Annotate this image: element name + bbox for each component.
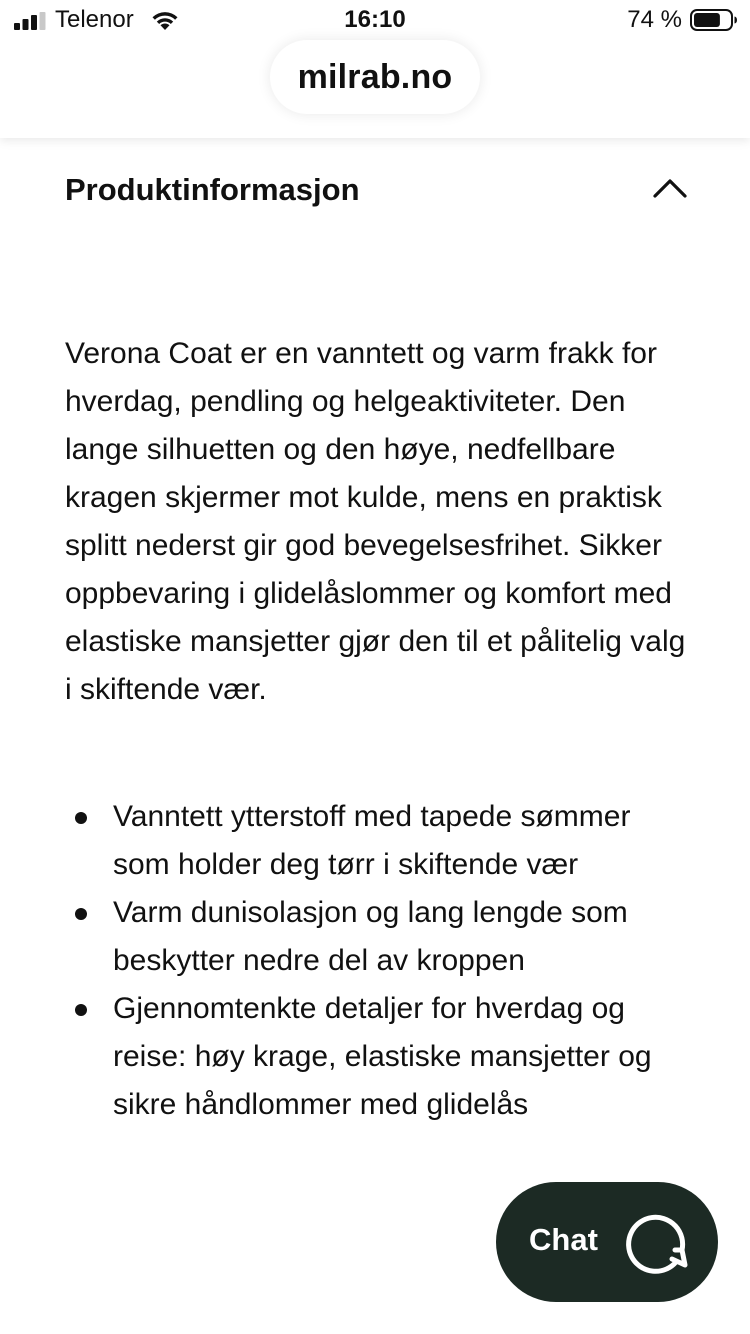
list-item — [65, 985, 695, 1129]
feature-text: Varm dunisolasjon og lang lengde som beskytter nedre del av kroppen — [113, 896, 628, 977]
bullet-icon — [75, 908, 87, 920]
bullet-icon — [75, 812, 87, 824]
list-item — [65, 889, 695, 985]
browser-top-bar — [0, 0, 750, 138]
battery-percent: 74 % — [627, 6, 682, 33]
product-info-accordion-header[interactable] — [0, 150, 750, 240]
address-bar-url: milrab.no — [297, 57, 453, 96]
chat-button-label: Chat — [529, 1222, 598, 1257]
feature-text: Gjennomtenkte detaljer for hverdag og reise: høy krage, elastiske mansjetter og sikre håndlommer med glidelås — [113, 992, 652, 1121]
bullet-icon — [75, 1004, 87, 1016]
battery-icon — [690, 9, 738, 31]
chat-button[interactable] — [496, 1182, 718, 1302]
feature-list — [65, 793, 695, 1129]
carrier-name: Telenor — [55, 6, 134, 33]
feature-text: Vanntett ytterstoff med tapede sømmer som holder deg tørr i skiftende vær — [113, 800, 631, 881]
address-bar[interactable] — [270, 40, 480, 114]
status-time: 16:10 — [344, 6, 406, 33]
list-item — [65, 793, 695, 889]
status-bar — [0, 0, 750, 40]
chevron-up-icon[interactable] — [650, 172, 690, 202]
chat-bubble-icon — [624, 1212, 688, 1276]
product-description: Verona Coat er en vanntett og varm frakk for hverdag, pendling og helgeaktiviteter. Den lange silhuetten og den høye, nedfellbare kragen skjermer mot kulde, mens en praktisk splitt nederst gir god bevegelsesfrihet. Sikker oppbevaring i glidelåslommer og komfort med elastiske mansjetter gjør den til et pålitelig valg i skiftende vær. — [65, 337, 686, 706]
section-title: Produktinformasjon — [65, 172, 360, 207]
